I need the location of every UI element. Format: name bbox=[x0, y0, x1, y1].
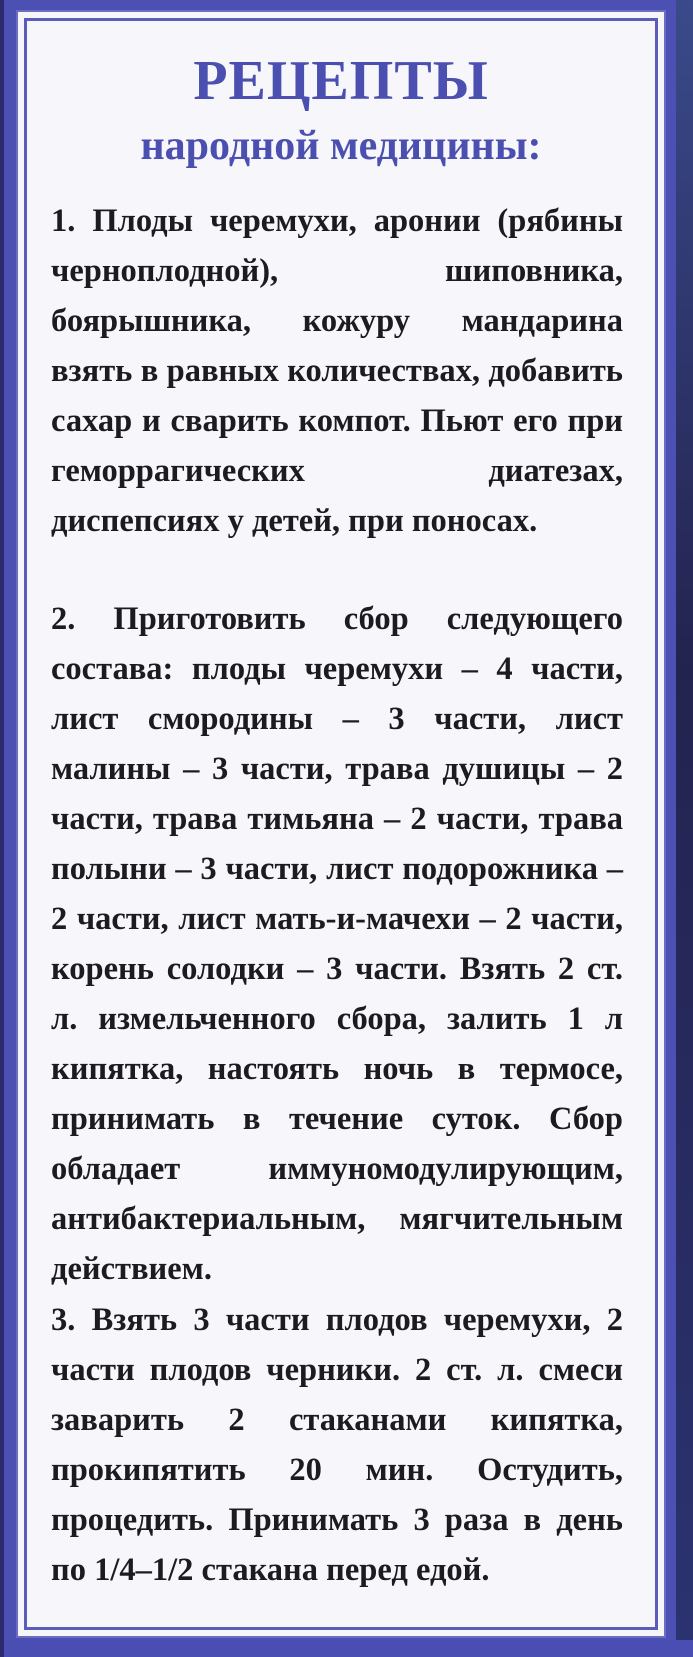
outer-frame-bottom bbox=[4, 1640, 693, 1657]
recipe-1-text: 1. Плоды черемухи, аронии (рябины черноплодной), шиповника, боярышника, кожуру мандарина взять в равных количествах, добавить сахар и сварить компот. Пьют его при геморрагических диатезах, диспепсиях у детей, при поносах. bbox=[51, 203, 623, 539]
page-title: РЕЦЕПТЫ bbox=[193, 50, 489, 112]
background-edge bbox=[675, 0, 693, 1657]
page-subtitle: народной медицины: bbox=[140, 123, 542, 169]
recipe-card bbox=[16, 10, 666, 1638]
recipe-card-inner-border bbox=[24, 18, 658, 1630]
recipe-3-text: 3. Взять 3 части плодов черемухи, 2 части плодов черники. 2 ст. л. смеси заварить 2 стаканами кипятка, прокипятить 20 мин. Остудить, процедить. Принимать 3 раза в день по 1/4–1/2 стакана перед едой. bbox=[51, 1302, 623, 1588]
recipe-2-text: 2. Приготовить сбор следующего состава: плоды черемухи – 4 части, лист смородины – 3 части, лист малины – 3 части, трава душицы – 2 части, трава тимьяна – 2 части, трава полыни – 3 части, лист подорожника – 2 части, лист мать-и-мачехи – 2 части, корень солодки – 3 части. Взять 2 ст. л. измельченного сбора, залить 1 л кипятка, настоять ночь в термосе, принимать в течение суток. Сбор обладает иммуномодулирующим, антибактериальным, мягчительным действием. bbox=[51, 601, 623, 1287]
